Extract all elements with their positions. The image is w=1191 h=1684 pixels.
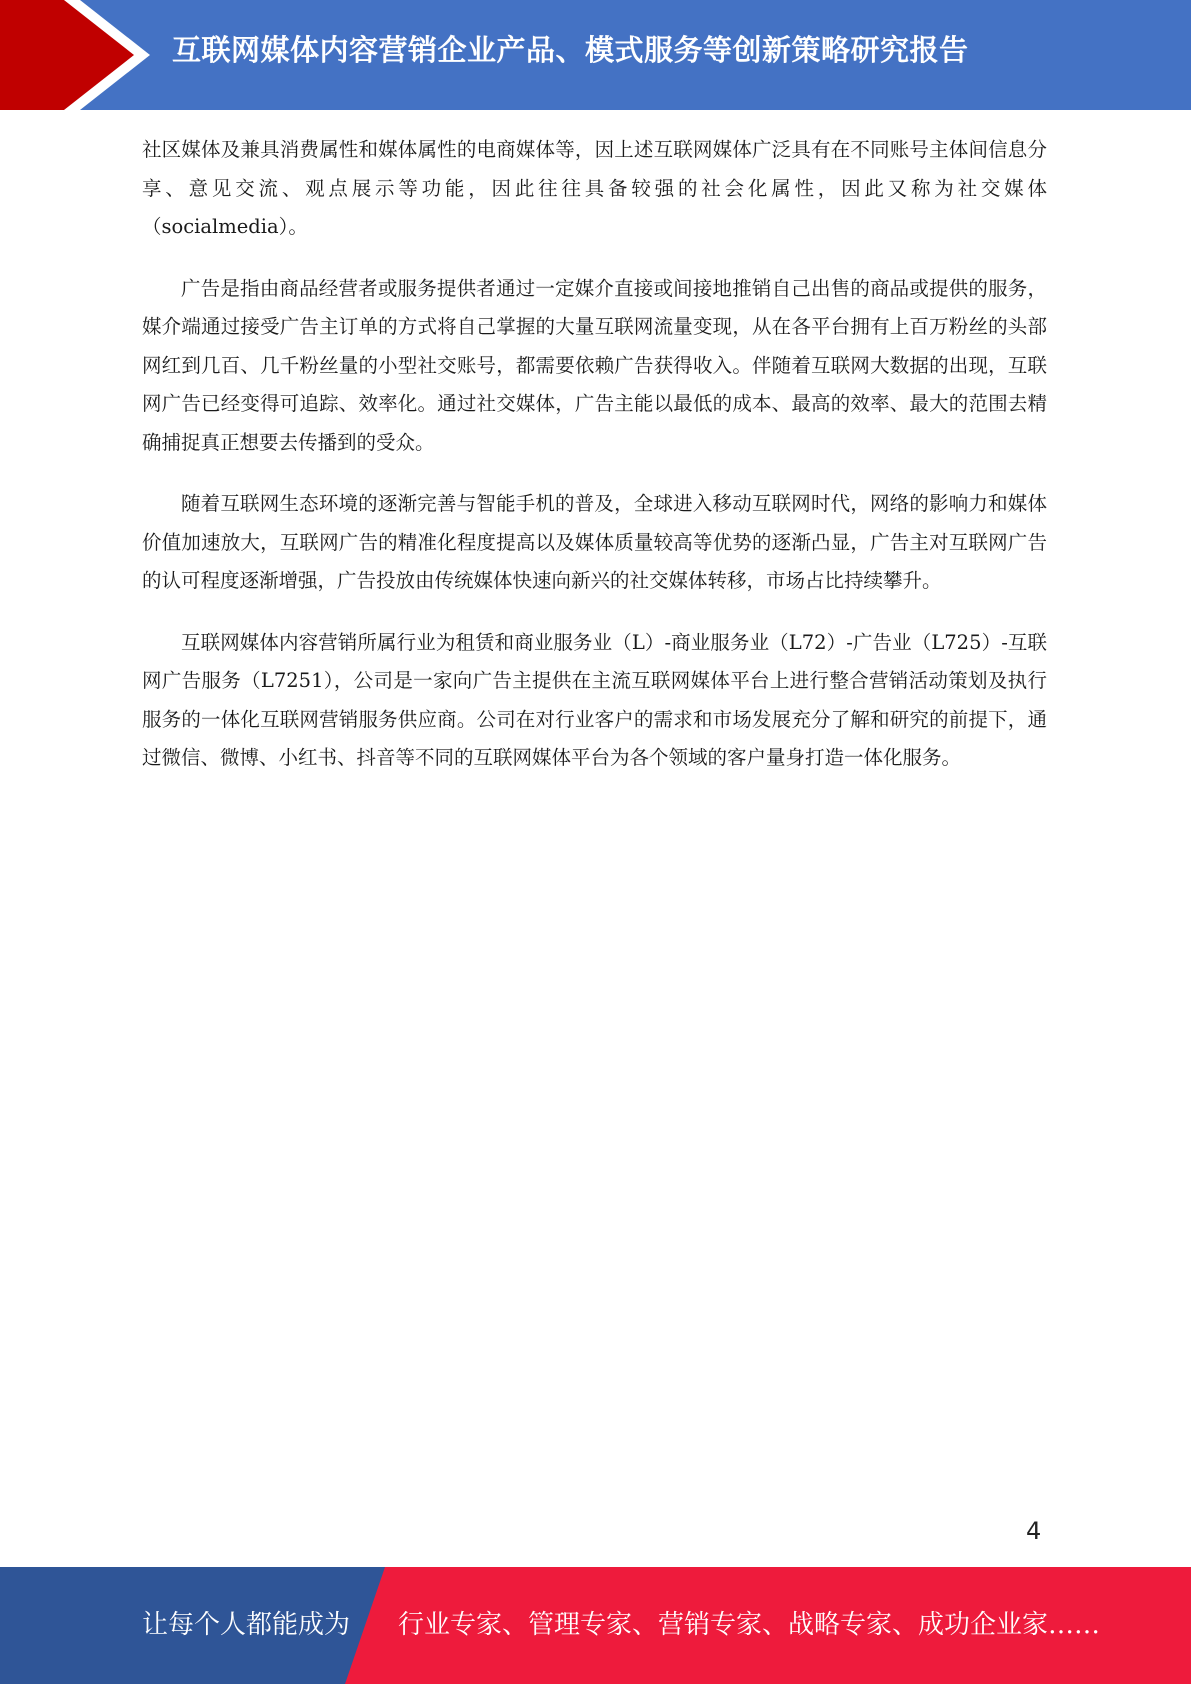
paragraph-advertising: 广告是指由商品经营者或服务提供者通过一定媒介直接或间接地推销自己出售的商品或提供的服务，媒介端通过接受广告主订单的方式将自己掌握的大量互联网流量变现，从在各平台拥有上百万粉丝的头部网红到几百、几千粉丝量的小型社交账号，都需要依赖广告获得收入。伴随着互联网大数据的出现，互联网广告已经变得可追踪、效率化。通过社交媒体，广告主能以最低的成本、最高的效率、最大的范围去精确捕捉真正想要去传播到的受众。 <box>142 276 1047 454</box>
paragraph-mobile-internet: 随着互联网生态环境的逐渐完善与智能手机的普及，全球进入移动互联网时代，网络的影响力和媒体价值加速放大，互联网广告的精准化程度提高以及媒体质量较高等优势的逐渐凸显，广告主对互联网广告的认可程度逐渐增强，广告投放由传统媒体快速向新兴的社交媒体转移，市场占比持续攀升。 <box>142 492 1047 592</box>
footer-banner <box>0 1567 1191 1684</box>
paragraph-social-media: 社区媒体及兼具消费属性和媒体属性的电商媒体等，因上述互联网媒体广泛具有在不同账号主体间信息分享、意见交流、观点展示等功能，因此往往具备较强的社会化属性，因此又称为社交媒体（socialmedia）。 <box>142 138 1047 238</box>
header-banner <box>0 0 1191 110</box>
body-text <box>142 131 1047 801</box>
footer-slogan-left: 让每个人都能成为 <box>142 1610 351 1640</box>
footer-slogan-right: 行业专家、管理专家、营销专家、战略专家、成功企业家…… <box>398 1610 1101 1640</box>
paragraph-industry-classification: 互联网媒体内容营销所属行业为租赁和商业服务业（L）-商业服务业（L72）-广告业（L725）-互联网广告服务（L7251），公司是一家向广告主提供在主流互联网媒体平台上进行整合营销活动策划及执行服务的一体化互联网营销服务供应商。公司在对行业客户的需求和市场发展充分了解和研究的前提下，通过微信、微博、小红书、抖音等不同的互联网媒体平台为各个领域的客户量身打造一体化服务。 <box>142 630 1047 769</box>
page-number: 4 <box>1026 1517 1042 1545</box>
report-title: 互联网媒体内容营销企业产品、模式服务等创新策略研究报告 <box>172 33 969 67</box>
